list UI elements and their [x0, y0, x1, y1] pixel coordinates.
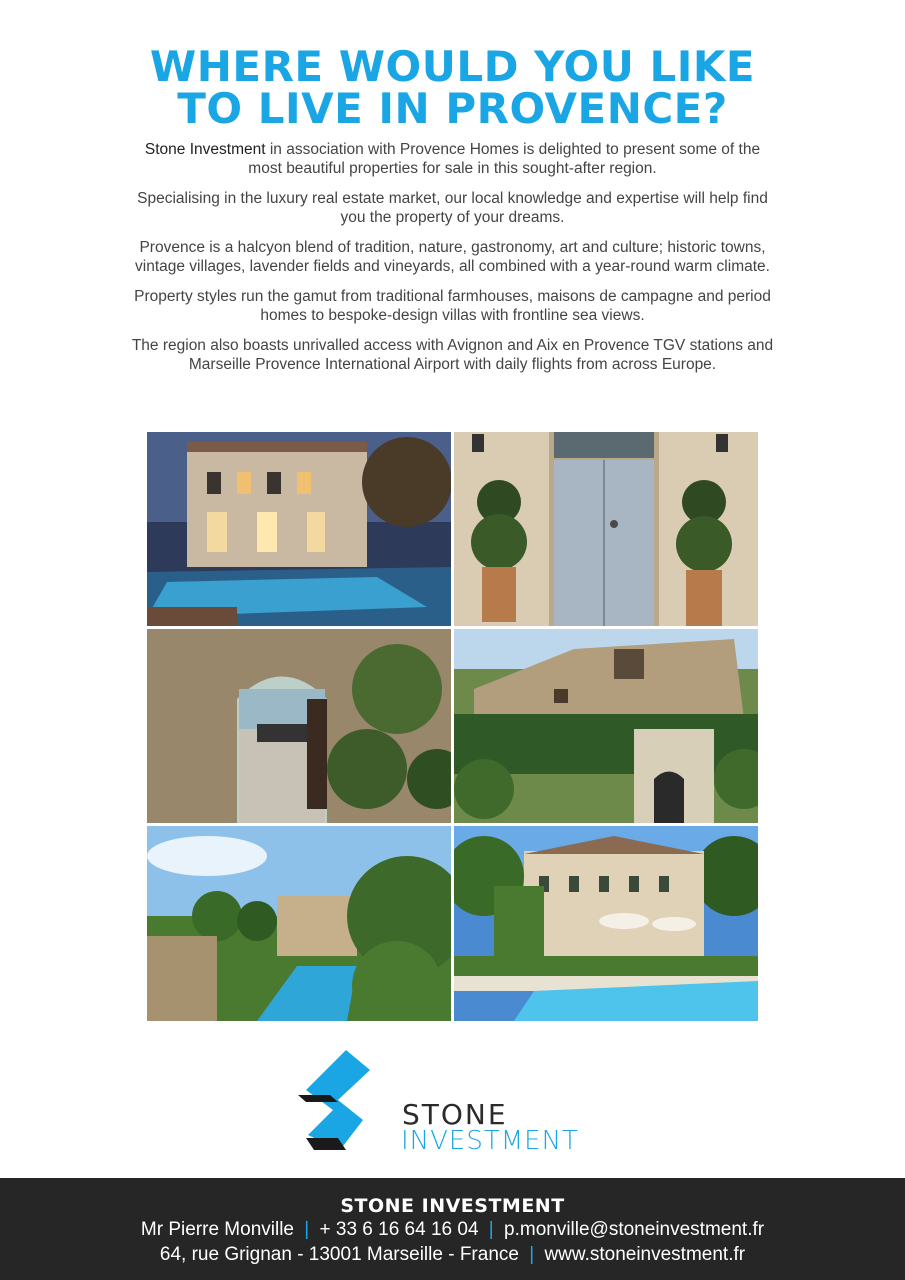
footer-contact-line	[0, 1217, 905, 1242]
intro-paragraph-5: The region also boasts unrivalled access with Avignon and Aix en Provence TGV stations and Marseille Provence International Airport with daily flights from across Europe.	[131, 337, 774, 373]
footer-company-name: STONE INVESTMENT	[340, 1195, 565, 1217]
intro-paragraph-3: Provence is a halcyon blend of tradition, nature, gastronomy, art and culture; historic towns, vintage villages, lavender fields and vineyards, all combined with a year-round warm climate.	[135, 239, 770, 275]
photo-stone-manor-hedges	[454, 629, 758, 823]
photo-garden-courtyard-pool	[147, 826, 451, 1021]
headline-line-2: TO LIVE IN PROVENCE?	[177, 84, 728, 133]
footer-address-line	[0, 1242, 905, 1267]
property-photo-grid	[147, 432, 758, 1019]
email-link[interactable]: p.monville@stoneinvestment.fr	[504, 1219, 765, 1240]
address: 64, rue Grignan - 13001 Marseille - France	[159, 1244, 519, 1265]
photo-stone-arch-gate	[147, 629, 451, 823]
intro-paragraph-4: Property styles run the gamut from traditional farmhouses, maisons de campagne and period homes to bespoke-design villas with frontline sea views.	[134, 288, 771, 324]
intro-paragraph-1-text: in association with Provence Homes is delighted to present some of the most beautiful properties for sale in this sought-after region.	[248, 141, 761, 177]
intro-paragraph-2: Specialising in the luxury real estate market, our local knowledge and expertise will help find you the property of your dreams.	[137, 190, 768, 226]
website-link[interactable]: www.stoneinvestment.fr	[544, 1244, 746, 1265]
photo-blue-door-topiary	[454, 432, 758, 626]
phone-number[interactable]: + 33 6 16 64 16 04	[319, 1219, 479, 1240]
separator: |	[304, 1219, 310, 1240]
page-headline	[0, 42, 905, 133]
contact-footer	[0, 1178, 905, 1280]
separator: |	[529, 1244, 535, 1265]
separator: |	[488, 1219, 494, 1240]
photo-villa-pool-dusk	[147, 432, 451, 626]
logo-word-stone: STONE	[402, 1098, 508, 1131]
intro-text	[130, 140, 775, 385]
contact-name: Mr Pierre Monville	[140, 1219, 294, 1240]
logo-word-investment: INVESTMENT	[401, 1126, 579, 1156]
photo-manor-pool-parasols	[454, 826, 758, 1021]
headline-line-1: WHERE WOULD YOU LIKE	[149, 42, 756, 91]
brand-name: Stone Investment	[144, 141, 266, 158]
intro-paragraph-1	[130, 140, 775, 178]
